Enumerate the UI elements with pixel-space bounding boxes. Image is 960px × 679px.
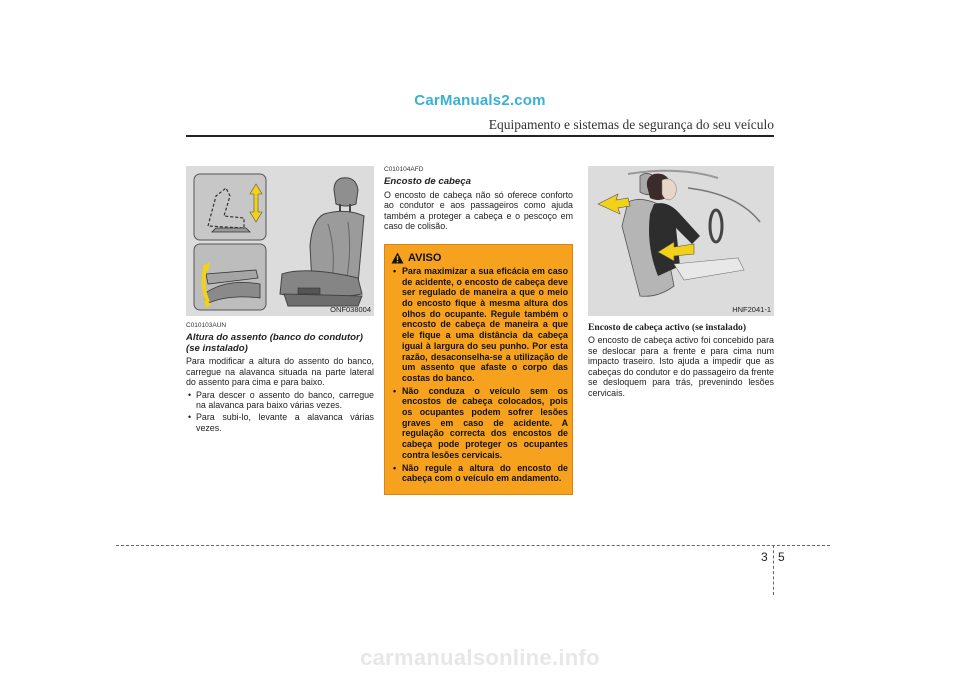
section-title: Altura do assento (banco do condutor) (se instalado): [186, 332, 363, 354]
figure-label: ONF038004: [330, 305, 371, 314]
section-body: Para modificar a altura do assento do banco, carregue na alavanca situada na parte lateral do assento para cima e para baixo.: [186, 356, 374, 388]
headrest-shape: [334, 178, 358, 206]
list-item: • Para descer o assento do banco, carregue na alavanca para baixo várias vezes.: [186, 390, 374, 411]
section-title: Encosto de cabeça activo (se instalado): [588, 322, 747, 333]
page-number: 5: [778, 550, 785, 564]
warning-list: [391, 266, 568, 484]
section-body: O encosto de cabeça activo foi concebido para se deslocar para a frente e para cima num impacto traseiro. Isto ajuda a impedir que as cabeças do condutor e do passageiro da frente se desloquem para trás, prevenindo lesões cervicais.: [588, 335, 774, 398]
section-title: Encosto de cabeça: [384, 176, 471, 187]
section-code: C010104AFD: [384, 166, 424, 173]
seat-illustration: [186, 166, 374, 316]
page-number-divider: [773, 545, 774, 595]
column-active-head-restraint: [588, 166, 774, 399]
list-item: • Para subi-lo, levante a alavanca várias vezes.: [186, 412, 374, 433]
header-divider: [186, 135, 774, 137]
list-item: • Não conduza o veículo sem os encostos de cabeça colocados, pois os ocupantes podem sofrer lesões graves em caso de acidente. A regulação correcta dos encostos de cabeça pode proteger os ocupantes contra lesões cervicais.: [391, 386, 568, 461]
warning-title: AVISO: [408, 251, 442, 264]
column-seat-height: [186, 166, 374, 434]
bullet-list: [186, 390, 374, 433]
list-item: • Não regule a altura do encosto de cabeça com o veículo em andamento.: [391, 463, 568, 484]
list-item: • Para maximizar a sua eficácia em caso de acidente, o encosto de cabeça deve ser regulado de maneira a que o meio do encosto fique à mesma altura dos olhos do ocupante. Regule também o encosto de cabeça de maneira a que ele fique a uma distância da cabeça igual à largura do seu punho. Por esta razão, desaconselha-se a utilização de um assento que afaste o corpo das costas do banco.: [391, 266, 568, 384]
active-headrest-figure: [588, 166, 774, 316]
column-head-restraint: [384, 166, 573, 495]
forward-arrow-icon: [598, 194, 630, 214]
driver-illustration: [588, 166, 774, 316]
warning-triangle-icon: [391, 252, 404, 264]
page-header-title: Equipamento e sistemas de segurança do seu veículo: [488, 117, 774, 132]
section-code: C010103AUN: [186, 322, 227, 329]
warning-box: [384, 244, 573, 495]
seat-height-figure: [186, 166, 374, 316]
driver-legs: [674, 258, 744, 280]
footer-divider: [116, 545, 830, 546]
height-lever: [298, 288, 320, 294]
watermark-carmanuals2: CarManuals2.com: [414, 92, 546, 109]
steering-wheel: [710, 210, 722, 242]
figure-label: HNF2041-1: [732, 305, 771, 314]
chapter-number: 3: [761, 550, 768, 564]
section-body: O encosto de cabeça não só oferece conforto ao condutor e aos passageiros como ajuda também a proteger a cabeça e o pescoço em caso de colisão.: [384, 189, 573, 232]
watermark-carmanualsonline: carmanualsonline.info: [360, 645, 600, 670]
warning-header: [391, 252, 568, 264]
